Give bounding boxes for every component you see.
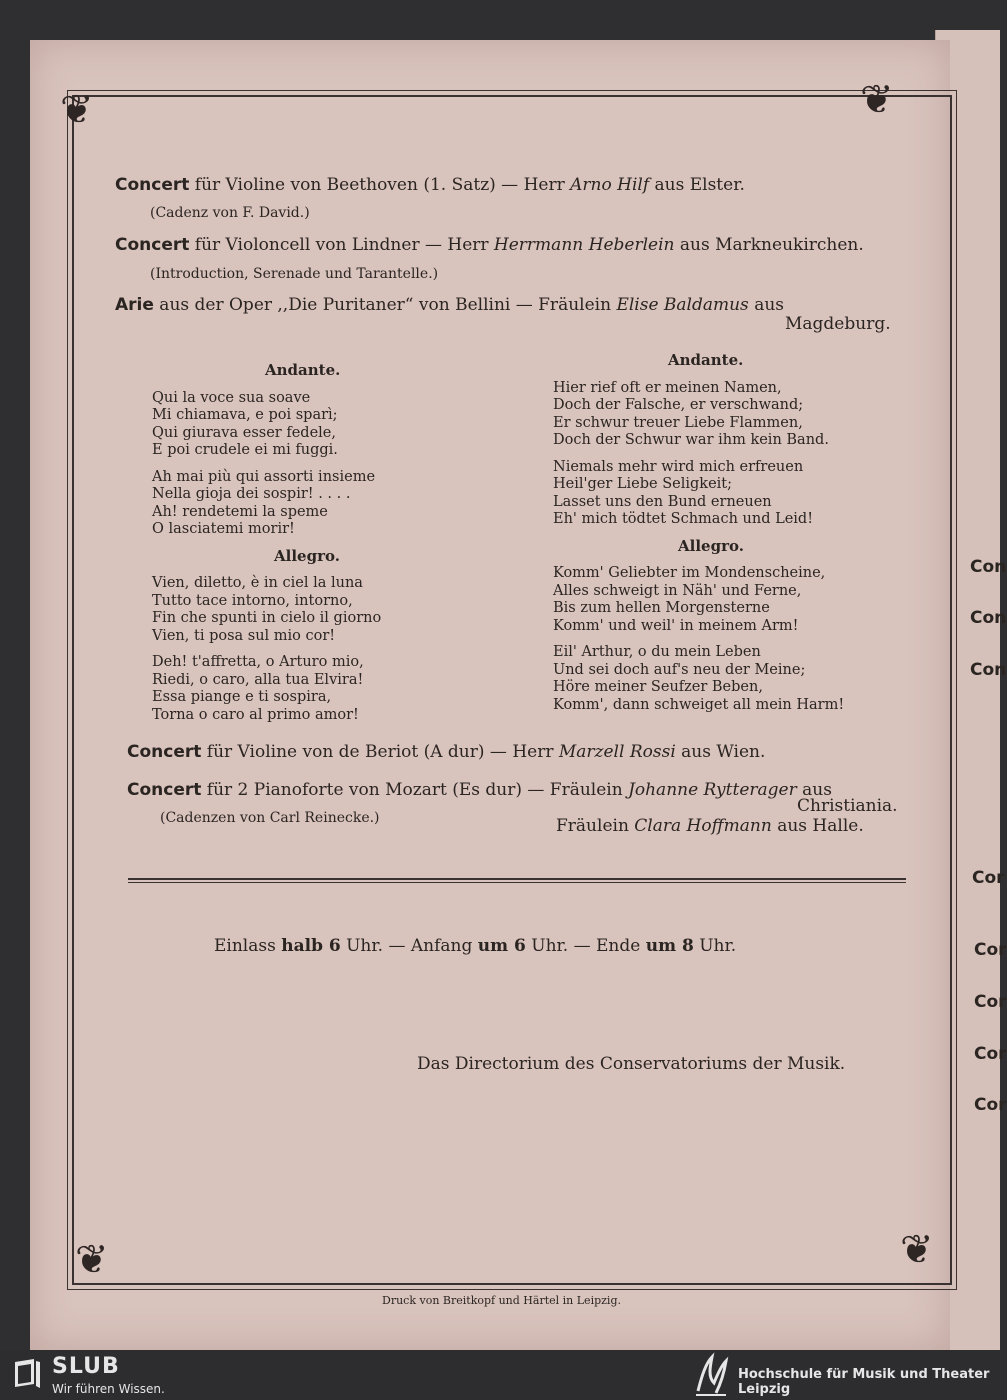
stanza xyxy=(152,654,381,724)
verse-line: E poi crudele ei mi fuggi. xyxy=(152,442,338,458)
verse-line: Komm' und weil' in meinem Arm! xyxy=(553,617,799,634)
program-item: Concert für 2 Pianoforte von Mozart (Es dur) — Fräulein Johanne Rytterager aus xyxy=(127,780,832,800)
ornament-corner-icon: ❦ xyxy=(860,77,894,123)
stanza xyxy=(152,390,381,460)
stanza xyxy=(152,469,381,539)
section-heading: Andante. xyxy=(668,351,744,369)
stanza xyxy=(553,459,844,529)
verse-line: Lasset uns den Bund erneuen xyxy=(553,493,772,510)
stanza xyxy=(152,575,381,645)
program-item-continuation: Fräulein Clara Hoffmann aus Halle. xyxy=(556,816,864,836)
verse-line: Qui la voce sua soave xyxy=(152,389,311,406)
verse-line: Qui giurava esser fedele, xyxy=(152,424,336,441)
program-item: Concert für Violine von Beethoven (1. Satz) — Herr Arno Hilf aus Elster. xyxy=(115,175,745,195)
schedule-times: Einlass halb 6 Uhr. — Anfang um 6 Uhr. — Ende um 8 Uhr. xyxy=(214,936,737,956)
verse-line: Ah mai più qui assorti insieme xyxy=(152,468,376,485)
german-lyrics xyxy=(553,352,844,723)
right-page-fragment: Cor xyxy=(974,1095,1007,1115)
hmt-logo-icon[interactable] xyxy=(692,1353,730,1397)
ornament-corner-icon: ❦ xyxy=(60,87,94,133)
right-page-fragment: Cor xyxy=(972,868,1005,888)
italian-lyrics xyxy=(152,362,381,733)
program-note: (Cadenz von F. David.) xyxy=(150,205,310,221)
program-item-continuation: Christiania. xyxy=(797,796,898,816)
program-item: Arie aus der Oper ,,Die Puritaner“ von Bellini — Fräulein Elise Baldamus aus xyxy=(115,295,785,315)
slub-logo-icon[interactable] xyxy=(12,1358,42,1390)
ornament-corner-icon: ❦ xyxy=(75,1237,109,1283)
verse-line: O lasciatemi morir! xyxy=(152,521,295,537)
verse-line: Ah! rendetemi la speme xyxy=(152,503,328,520)
verse-line: Riedi, o caro, alla tua Elvira! xyxy=(152,671,364,688)
right-page-fragment: Cor xyxy=(974,992,1007,1012)
verse-line: Eh' mich tödtet Schmach und Leid! xyxy=(553,511,814,527)
verse-line: Bis zum hellen Morgensterne xyxy=(553,600,770,616)
divider xyxy=(128,878,906,883)
verse-line: Fin che spunti in cielo il giorno xyxy=(152,610,382,626)
hmt-name[interactable]: Hochschule für Musik und Theater Leipzig xyxy=(738,1367,990,1397)
stanza xyxy=(553,644,844,714)
verse-line: Komm' Geliebter im Mondenscheine, xyxy=(553,565,826,581)
verse-line: Vien, diletto, è in ciel la luna xyxy=(152,575,363,591)
verse-line: Er schwur treuer Liebe Flammen, xyxy=(553,414,803,431)
verse-line: Heil'ger Liebe Seligkeit; xyxy=(553,476,732,492)
section-heading: Allegro. xyxy=(678,536,744,555)
verse-line: Nella gioja dei sospir! . . . . xyxy=(152,486,351,502)
right-page-fragment: Con xyxy=(970,557,1007,577)
right-page-fragment: Con xyxy=(970,660,1007,680)
program-item: Concert für Violine von de Beriot (A dur) — Herr Marzell Rossi aus Wien. xyxy=(127,742,766,762)
verse-line: Alles schweigt in Näh' und Ferne, xyxy=(553,582,802,599)
verse-line: Und sei doch auf's neu der Meine; xyxy=(553,661,806,678)
verse-line: Deh! t'affretta, o Arturo mio, xyxy=(152,654,364,670)
printer-note: Druck von Breitkopf und Härtel in Leipzig. xyxy=(382,1294,621,1307)
verse-line: Vien, ti posa sul mio cor! xyxy=(152,627,336,644)
section-heading: Allegro. xyxy=(274,546,340,565)
verse-line: Essa piange e ti sospira, xyxy=(152,689,332,705)
right-page-fragment: Cor xyxy=(974,940,1007,960)
slub-name[interactable]: SLUB xyxy=(52,1354,120,1379)
verse-line: Hier rief oft er meinen Namen, xyxy=(553,379,782,396)
verse-line: Eil' Arthur, o du mein Leben xyxy=(553,644,761,660)
section-heading: Andante. xyxy=(265,361,341,379)
right-page-fragment: Cor xyxy=(974,1044,1007,1064)
slub-tagline: Wir führen Wissen. xyxy=(52,1382,165,1396)
verse-line: Komm', dann schweiget all mein Harm! xyxy=(553,696,845,713)
program-note: (Cadenzen von Carl Reinecke.) xyxy=(160,810,380,826)
signature: Das Directorium des Conservatoriums der Musik. xyxy=(417,1054,846,1074)
verse-line: Tutto tace intorno, intorno, xyxy=(152,592,353,609)
verse-line: Niemals mehr wird mich erfreuen xyxy=(553,458,804,475)
stanza xyxy=(553,380,844,450)
verse-line: Torna o caro al primo amor! xyxy=(152,706,359,723)
ornament-corner-icon: ❦ xyxy=(900,1227,934,1273)
verse-line: Höre meiner Seufzer Beben, xyxy=(553,679,763,695)
verse-line: Mi chiamava, e poi sparì; xyxy=(152,407,338,423)
footer-bar xyxy=(0,1350,1000,1400)
stanza xyxy=(553,565,844,635)
verse-line: Doch der Schwur war ihm kein Band. xyxy=(553,432,829,448)
program-item-continuation: Magdeburg. xyxy=(785,314,891,334)
program-item: Concert für Violoncell von Lindner — Herr Herrmann Heberlein aus Markneukirchen. xyxy=(115,235,864,255)
verse-line: Doch der Falsche, er verschwand; xyxy=(553,397,804,413)
program-note: (Introduction, Serenade und Tarantelle.) xyxy=(150,266,439,282)
right-page-fragment: Con xyxy=(970,608,1007,628)
